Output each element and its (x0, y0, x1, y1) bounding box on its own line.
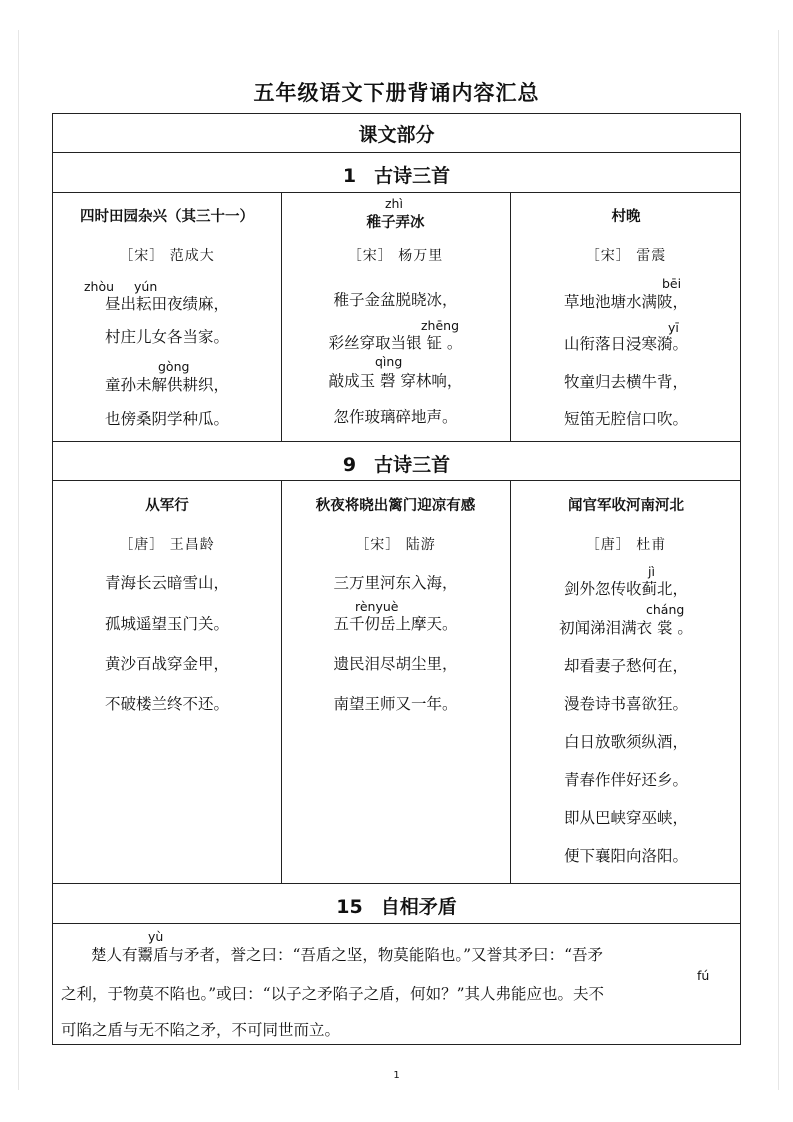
poem-line: 牧童归去横牛背， (563, 373, 688, 391)
poem-line: 青海长云暗雪山， (104, 574, 229, 592)
poem-line: 白日放歌须纵酒， (563, 733, 688, 751)
poem-line: 短笛无腔信口吹。 (563, 410, 688, 428)
poem-line: 敲成玉 磬 穿林响， (328, 372, 463, 390)
pinyin-annotation: jì (648, 564, 655, 579)
poem-cell (281, 480, 510, 883)
prose-line: 可陷之盾与无不陷之矛，不可同世而立。 (61, 1021, 341, 1039)
poem-line: 村庄儿女各当家。 (104, 328, 229, 346)
poem-line: 三万里河东入海， (333, 574, 458, 592)
poem-author: ［宋］ 范成大 (119, 248, 215, 264)
poem-line: 忽作玻璃碎地声。 (333, 408, 458, 426)
poem-line: 彩丝穿取当银 钲 。 (328, 334, 463, 352)
lesson-name: 古诗三首 (374, 454, 451, 476)
poem-line: 初闻涕泪满衣 裳 。 (559, 619, 693, 637)
poem-cell (281, 192, 510, 441)
poem-line: 却看妻子愁何在， (563, 657, 688, 675)
poem-author: ［唐］ 王昌龄 (119, 537, 215, 553)
divider (53, 152, 740, 153)
poem-title: 秋夜将晓出篱门迎凉有感 (315, 498, 476, 514)
prose-line: 之利，于物莫不陷也。”或曰：“以子之矛陷子之盾，何如？”其人弗能应也。夫不 (61, 985, 605, 1003)
poem-author: ［宋］ 杨万里 (347, 248, 444, 264)
pinyin-annotation: yī (668, 320, 679, 335)
poem-cell (510, 480, 742, 883)
poem-line: 五千仞岳上摩天。 (333, 615, 458, 633)
poem-line: 不破楼兰终不还。 (104, 695, 229, 713)
poem-line: 剑外忽传收蓟北， (563, 580, 688, 598)
poem-line: 黄沙百战穿金甲， (104, 655, 229, 673)
lesson-header (53, 450, 740, 477)
poem-title: 稚子弄冰 (366, 215, 425, 231)
lesson-header (53, 892, 740, 919)
document-title: 五年级语文下册背诵内容汇总 (253, 81, 540, 105)
poem-title: 从军行 (145, 498, 189, 514)
pinyin-annotation: zhì (385, 196, 403, 211)
divider (53, 923, 740, 924)
poem-line: 南望王师又一年。 (333, 695, 458, 713)
poem-line: 童孙未解供耕织， (104, 376, 229, 394)
divider (53, 441, 740, 442)
poem-cell (510, 192, 742, 441)
poem-author: ［唐］ 杜甫 (585, 537, 667, 553)
poem-title: 四时田园杂兴（其三十一） (80, 209, 254, 225)
poem-line: 即从巴峡穿巫峡， (563, 809, 688, 827)
lesson-number: 9 (342, 454, 357, 476)
poem-title: 村晚 (611, 209, 641, 225)
pinyin-annotation: fú (697, 968, 710, 983)
pinyin-annotation: zhēng (421, 318, 460, 333)
poem-line: 孤城遥望玉门关。 (104, 615, 229, 633)
poem-line: 稚子金盆脱晓冰， (333, 291, 458, 309)
pinyin-annotation: cháng (646, 602, 685, 617)
pinyin-annotation: rènyuè (355, 599, 399, 614)
lesson-number: 15 (336, 896, 363, 918)
section-title: 课文部分 (358, 124, 435, 146)
poem-cell (53, 480, 281, 883)
divider (53, 883, 740, 884)
lesson-name: 古诗三首 (374, 165, 451, 187)
poem-line: 便下襄阳向洛阳。 (563, 847, 688, 865)
poem-cell (53, 192, 281, 441)
poem-title: 闻官军收河南河北 (568, 498, 684, 514)
poem-line: 山衔落日浸寒漪。 (563, 335, 688, 353)
poem-line: 青春作伴好还乡。 (563, 771, 688, 789)
recitation-table (52, 113, 741, 1045)
poem-line: 漫卷诗书喜欲狂。 (563, 695, 688, 713)
lesson-name: 自相矛盾 (380, 896, 457, 918)
pinyin-annotation: zhòu (84, 279, 115, 294)
poem-line: 昼出耘田夜绩麻， (104, 295, 229, 313)
page-number: 1 (393, 1070, 400, 1081)
poem-line: 草地池塘水满陂， (563, 293, 688, 311)
pinyin-annotation: yù (148, 929, 164, 944)
pinyin-annotation: gòng (158, 359, 190, 374)
lesson-number: 1 (342, 165, 357, 187)
poem-line: 遗民泪尽胡尘里， (333, 655, 458, 673)
pinyin-annotation: qìng (375, 354, 403, 369)
lesson-header (53, 161, 740, 188)
poem-author: ［宋］ 陆游 (355, 537, 436, 553)
prose-line: 楚人有鬻盾与矛者，誉之曰：“吾盾之坚，物莫能陷也。”又誉其矛曰：“吾矛 (91, 946, 604, 964)
pinyin-annotation: bēi (662, 276, 682, 291)
pinyin-annotation: yún (134, 279, 158, 294)
poem-author: ［宋］ 雷震 (585, 248, 667, 264)
poem-line: 也傍桑阴学种瓜。 (104, 410, 229, 428)
